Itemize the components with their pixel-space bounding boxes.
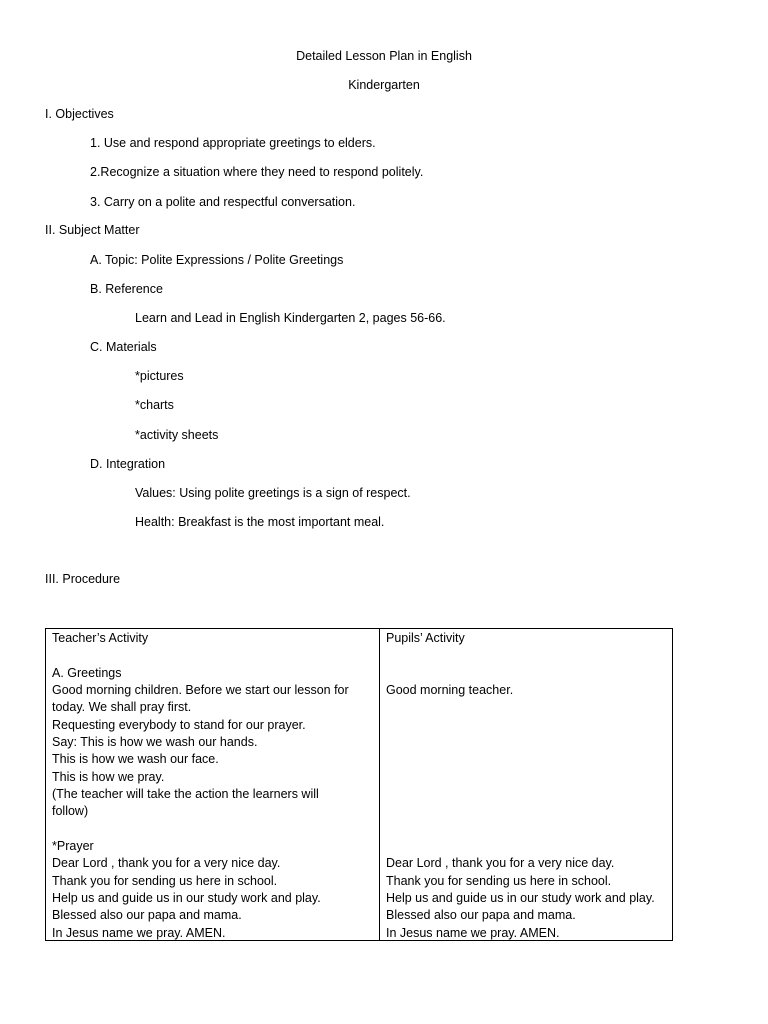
material-item: *charts xyxy=(135,398,174,412)
topic: A. Topic: Polite Expressions / Polite Greetings xyxy=(90,253,344,267)
subject-matter-heading: II. Subject Matter xyxy=(45,223,140,237)
teacher-line: Good morning children. Before we start our lesson for xyxy=(52,683,349,697)
material-item: *activity sheets xyxy=(135,428,219,442)
integration-values: Values: Using polite greetings is a sign of respect. xyxy=(135,486,411,500)
teacher-activity-column xyxy=(46,629,380,940)
reference-text: Learn and Lead in English Kindergarten 2, pages 56-66. xyxy=(135,311,446,325)
pupils-line: Thank you for sending us here in school. xyxy=(386,874,612,888)
teacher-line: This is how we pray. xyxy=(52,770,165,784)
teacher-line: Thank you for sending us here in school. xyxy=(52,874,278,888)
teacher-line: Help us and guide us in our study work and play. xyxy=(52,891,321,905)
grade-level: Kindergarten xyxy=(348,78,420,92)
teacher-line: This is how we wash our face. xyxy=(52,752,219,766)
objective-item: 1. Use and respond appropriate greetings to elders. xyxy=(90,136,376,150)
teacher-line: today. We shall pray first. xyxy=(52,700,192,714)
integration-health: Health: Breakfast is the most important meal. xyxy=(135,515,385,529)
objective-item: 3. Carry on a polite and respectful conversation. xyxy=(90,195,356,209)
reference-heading: B. Reference xyxy=(90,282,163,296)
pupils-line: Blessed also our papa and mama. xyxy=(386,908,576,922)
procedure-table xyxy=(45,628,673,941)
teacher-line: *Prayer xyxy=(52,839,94,853)
teacher-line: Blessed also our papa and mama. xyxy=(52,908,242,922)
teacher-line: In Jesus name we pray. AMEN. xyxy=(52,926,226,940)
teacher-line: Dear Lord , thank you for a very nice day. xyxy=(52,856,281,870)
teacher-line: follow) xyxy=(52,804,89,818)
integration-heading: D. Integration xyxy=(90,457,166,471)
document-title: Detailed Lesson Plan in English xyxy=(296,49,472,63)
teacher-line: A. Greetings xyxy=(52,666,122,680)
pupils-line: In Jesus name we pray. AMEN. xyxy=(386,926,560,940)
pupils-line: Dear Lord , thank you for a very nice day. xyxy=(386,856,615,870)
teacher-line: Requesting everybody to stand for our prayer. xyxy=(52,718,306,732)
teacher-line: (The teacher will take the action the learners will xyxy=(52,787,319,801)
pupils-line: Good morning teacher. xyxy=(386,683,514,697)
objectives-heading: I. Objectives xyxy=(45,107,114,121)
pupils-activity-header: Pupils’ Activity xyxy=(386,631,465,645)
pupils-line: Help us and guide us in our study work and play. xyxy=(386,891,655,905)
teacher-activity-header: Teacher’s Activity xyxy=(52,631,149,645)
materials-heading: C. Materials xyxy=(90,340,157,354)
objective-item: 2.Recognize a situation where they need to respond politely. xyxy=(90,165,424,179)
teacher-line: Say: This is how we wash our hands. xyxy=(52,735,258,749)
material-item: *pictures xyxy=(135,369,184,383)
procedure-heading: III. Procedure xyxy=(45,572,121,586)
pupils-activity-column xyxy=(380,629,672,940)
